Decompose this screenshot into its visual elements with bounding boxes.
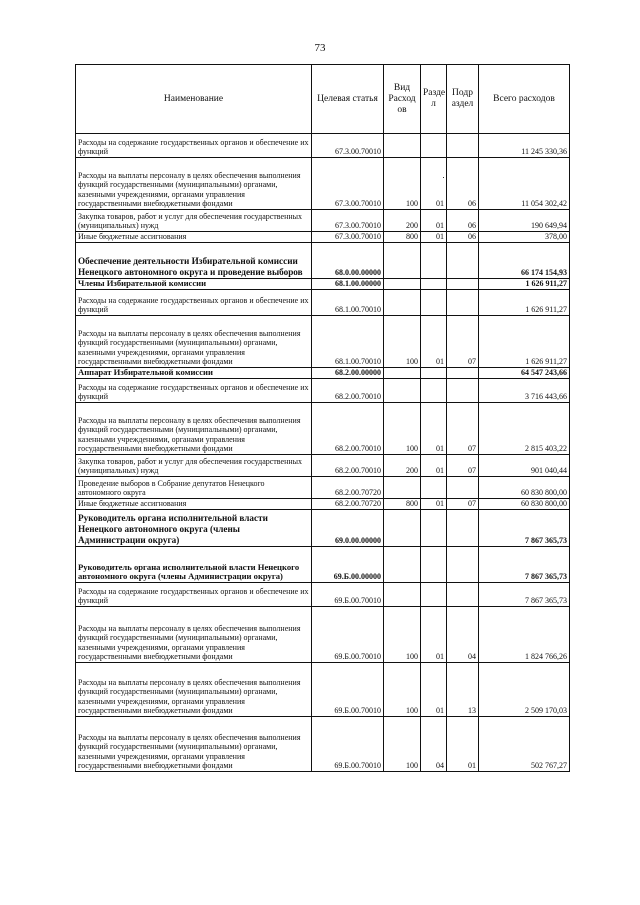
- cell-name: Расходы на выплаты персоналу в целях обеспечения выполнения функций государственными (муниципальными) органами, казенными учреждениями, органами управления государственными внебюджетными фондами: [76, 403, 312, 455]
- cell-name: Расходы на выплаты персоналу в целях обеспечения выполнения функций государственными (муниципальными) органами, казенными учреждениями, органами управления государственными внебюджетными фондами: [76, 158, 312, 210]
- cell-total: 3 716 443,66: [479, 379, 570, 403]
- cell-podr: 07: [447, 455, 479, 477]
- cell-razd: [421, 510, 447, 547]
- cell-podr: 07: [447, 499, 479, 510]
- table-header-row: [76, 65, 570, 134]
- cell-vid: [384, 368, 421, 379]
- cell-name: Расходы на выплаты персоналу в целях обеспечения выполнения функций государственными (муниципальными) органами, казенными учреждениями, органами управления государственными внебюджетными фондами: [76, 717, 312, 772]
- cell-podr: [447, 134, 479, 158]
- cell-vid: [384, 243, 421, 279]
- cell-name: Закупка товаров, работ и услуг для обеспечения государственных (муниципальных) нужд: [76, 455, 312, 477]
- cell-razd: [421, 379, 447, 403]
- cell-vid: 800: [384, 499, 421, 510]
- header-total: Всего расходов: [479, 65, 570, 134]
- cell-name: Расходы на содержание государственных органов и обеспечение их функций: [76, 379, 312, 403]
- cell-razd: [421, 290, 447, 316]
- cell-total: 7 867 365,73: [479, 510, 570, 547]
- cell-name: Иные бюджетные ассигнования: [76, 499, 312, 510]
- cell-total: 2 815 403,22: [479, 403, 570, 455]
- cell-total: 7 867 365,73: [479, 547, 570, 583]
- cell-code: 67.3.00.70010: [312, 134, 384, 158]
- cell-name: Расходы на выплаты персоналу в целях обеспечения выполнения функций государственными (муниципальными) органами, казенными учреждениями, органами управления государственными внебюджетными фондами: [76, 663, 312, 717]
- cell-name: Члены Избирательной комиссии: [76, 279, 312, 290]
- table-row: [76, 279, 570, 290]
- cell-razd: 01: [421, 316, 447, 368]
- cell-vid: 100: [384, 316, 421, 368]
- table-row: [76, 663, 570, 717]
- cell-podr: [447, 290, 479, 316]
- cell-vid: [384, 379, 421, 403]
- cell-name: Расходы на содержание государственных органов и обеспечение их функций: [76, 583, 312, 607]
- cell-code: 68.2.00.70010: [312, 379, 384, 403]
- cell-code: 69.Б.00.70010: [312, 717, 384, 772]
- cell-name: Проведение выборов в Собрание депутатов Ненецкого автономного округа: [76, 477, 312, 499]
- cell-code: 67.3.00.70010: [312, 158, 384, 210]
- cell-vid: [384, 279, 421, 290]
- cell-code: 68.1.00.70010: [312, 290, 384, 316]
- cell-total: 60 830 800,00: [479, 499, 570, 510]
- table-row: [76, 158, 570, 210]
- cell-code: 67.3.00.70010: [312, 232, 384, 243]
- cell-code: 68.2.00.70010: [312, 455, 384, 477]
- cell-name: Закупка товаров, работ и услуг для обеспечения государственных (муниципальных) нужд: [76, 210, 312, 232]
- cell-code: 68.2.00.00000: [312, 368, 384, 379]
- cell-vid: 100: [384, 158, 421, 210]
- cell-name: Аппарат Избирательной комиссии: [76, 368, 312, 379]
- table-row: [76, 455, 570, 477]
- table-row: [76, 243, 570, 279]
- cell-vid: [384, 510, 421, 547]
- cell-name: Руководитель органа исполнительной власти Ненецкого автономного округа (члены Администрации округа): [76, 547, 312, 583]
- cell-total: 1 626 911,27: [479, 279, 570, 290]
- cell-razd: [421, 583, 447, 607]
- header-razd: Разде л: [421, 65, 447, 134]
- cell-podr: 06: [447, 158, 479, 210]
- cell-total: 1 626 911,27: [479, 290, 570, 316]
- cell-razd: [421, 243, 447, 279]
- table-row: [76, 717, 570, 772]
- cell-code: 69.Б.00.70010: [312, 583, 384, 607]
- cell-vid: [384, 290, 421, 316]
- cell-code: 69.Б.00.70010: [312, 607, 384, 663]
- table-row: [76, 499, 570, 510]
- cell-podr: [447, 510, 479, 547]
- cell-razd: [421, 368, 447, 379]
- cell-total: 60 830 800,00: [479, 477, 570, 499]
- cell-razd: [421, 134, 447, 158]
- cell-total: 190 649,94: [479, 210, 570, 232]
- cell-code: 68.2.00.70720: [312, 499, 384, 510]
- cell-code: 68.1.00.70010: [312, 316, 384, 368]
- cell-podr: 07: [447, 316, 479, 368]
- cell-code: 68.2.00.70010: [312, 403, 384, 455]
- cell-code: 68.2.00.70720: [312, 477, 384, 499]
- cell-code: 68.1.00.00000: [312, 279, 384, 290]
- header-code: Целевая статья: [312, 65, 384, 134]
- cell-razd: 01: [421, 663, 447, 717]
- cell-total: 2 509 170,03: [479, 663, 570, 717]
- table-row: [76, 290, 570, 316]
- table-row: [76, 510, 570, 547]
- cell-total: 1 626 911,27: [479, 316, 570, 368]
- cell-razd: 01: [421, 607, 447, 663]
- table-row: [76, 379, 570, 403]
- table-row: [76, 368, 570, 379]
- cell-name: Расходы на выплаты персоналу в целях обеспечения выполнения функций государственными (муниципальными) органами, казенными учреждениями, органами управления государственными внебюджетными фондами: [76, 607, 312, 663]
- cell-podr: [447, 368, 479, 379]
- cell-total: 66 174 154,93: [479, 243, 570, 279]
- table-row: [76, 547, 570, 583]
- cell-total: 378,00: [479, 232, 570, 243]
- cell-podr: [447, 583, 479, 607]
- cell-total: 1 824 766,26: [479, 607, 570, 663]
- cell-code: 69.Б.00.70010: [312, 663, 384, 717]
- cell-total: 64 547 243,66: [479, 368, 570, 379]
- cell-total: 502 767,27: [479, 717, 570, 772]
- cell-podr: 01: [447, 717, 479, 772]
- table-row: [76, 583, 570, 607]
- cell-podr: [447, 547, 479, 583]
- table-row: [76, 316, 570, 368]
- cell-razd: 01: [421, 158, 447, 210]
- cell-total: 11 245 330,36: [479, 134, 570, 158]
- cell-total: 7 867 365,73: [479, 583, 570, 607]
- cell-name: Руководитель органа исполнительной власти Ненецкого автономного округа (члены Администрации округа): [76, 510, 312, 547]
- cell-name: Расходы на содержание государственных органов и обеспечение их функций: [76, 290, 312, 316]
- table-row: [76, 232, 570, 243]
- cell-podr: 06: [447, 210, 479, 232]
- cell-razd: 01: [421, 455, 447, 477]
- cell-razd: 01: [421, 499, 447, 510]
- cell-podr: [447, 279, 479, 290]
- cell-code: 68.0.00.00000: [312, 243, 384, 279]
- cell-razd: 01: [421, 232, 447, 243]
- cell-razd: 01: [421, 210, 447, 232]
- header-vid: Вид Расход ов: [384, 65, 421, 134]
- cell-code: 69.0.00.00000: [312, 510, 384, 547]
- header-podr: Подр аздел: [447, 65, 479, 134]
- budget-table: [75, 64, 570, 772]
- table-body: [76, 134, 570, 772]
- header-name: Наименование: [76, 65, 312, 134]
- cell-total: 11 054 302,42: [479, 158, 570, 210]
- cell-vid: 100: [384, 717, 421, 772]
- cell-razd: 01: [421, 403, 447, 455]
- cell-name: Расходы на содержание государственных органов и обеспечение их функций: [76, 134, 312, 158]
- table-row: [76, 403, 570, 455]
- cell-code: 67.3.00.70010: [312, 210, 384, 232]
- cell-vid: 100: [384, 607, 421, 663]
- cell-razd: 04: [421, 717, 447, 772]
- cell-podr: [447, 243, 479, 279]
- table-row: [76, 477, 570, 499]
- cell-podr: 06: [447, 232, 479, 243]
- cell-podr: 07: [447, 403, 479, 455]
- cell-vid: [384, 134, 421, 158]
- cell-podr: 04: [447, 607, 479, 663]
- cell-podr: [447, 477, 479, 499]
- cell-name: Иные бюджетные ассигнования: [76, 232, 312, 243]
- cell-vid: 800: [384, 232, 421, 243]
- cell-razd: [421, 477, 447, 499]
- cell-vid: [384, 583, 421, 607]
- cell-name: Расходы на выплаты персоналу в целях обеспечения выполнения функций государственными (муниципальными) органами, казенными учреждениями, органами управления государственными внебюджетными фондами: [76, 316, 312, 368]
- table-row: [76, 607, 570, 663]
- cell-vid: 200: [384, 210, 421, 232]
- cell-podr: [447, 379, 479, 403]
- scan-speck: [443, 177, 444, 178]
- cell-name: Обеспечение деятельности Избирательной комиссии Ненецкого автономного округа и проведение выборов: [76, 243, 312, 279]
- cell-podr: 13: [447, 663, 479, 717]
- table-row: [76, 134, 570, 158]
- cell-vid: [384, 477, 421, 499]
- cell-vid: [384, 547, 421, 583]
- cell-razd: [421, 279, 447, 290]
- page-number: 73: [314, 42, 326, 54]
- cell-razd: [421, 547, 447, 583]
- cell-total: 901 040,44: [479, 455, 570, 477]
- cell-vid: 100: [384, 663, 421, 717]
- cell-vid: 200: [384, 455, 421, 477]
- cell-vid: 100: [384, 403, 421, 455]
- table-row: [76, 210, 570, 232]
- cell-code: 69.Б.00.00000: [312, 547, 384, 583]
